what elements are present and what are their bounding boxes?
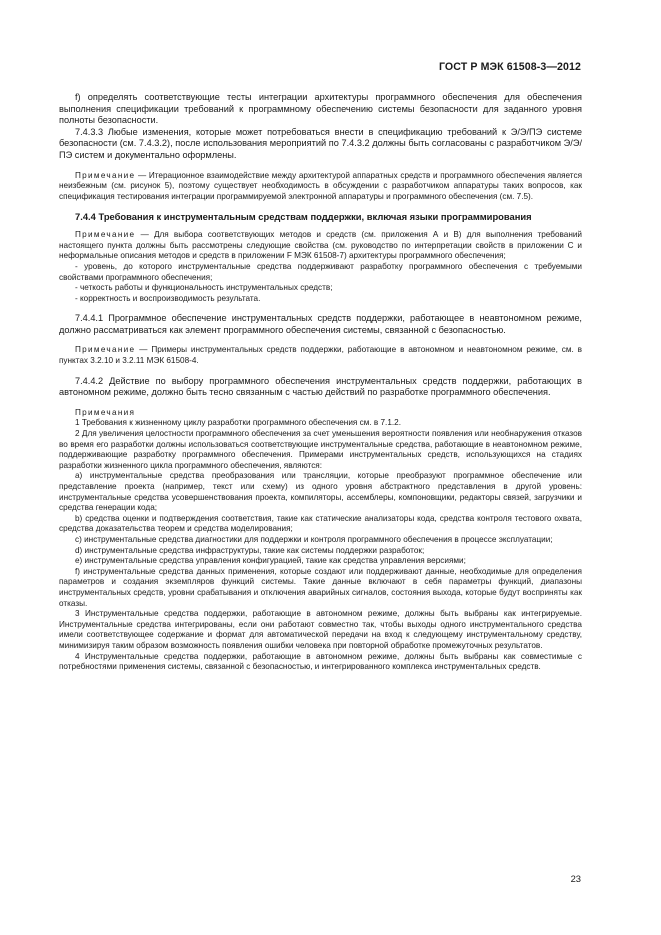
note-2-item-e: e) инструментальные средства управления конфигурацией, такие как средства управления версиями;: [75, 556, 466, 566]
note-3: 3 Инструментальные средства поддержки, работающие в автономном режиме, должны быть выбраны как интегрируемые. Инструментальные средства интегрированы, если они работают совместно так, чтобы выходы одного инструментального средства имели соответствующее содержание и формат для автоматической передачи на вход к следующему инструментальному средству, минимизируя таким образом возможность появления ошибки человека при повторной обработке промежуточных результатов.: [59, 609, 582, 650]
note-text: — Примеры инструментальных средств поддержки, работающие в автономном и неавтономном режиме, см. в пунктах 3.2.10 и 3.2.11 МЭК 61508-4.: [59, 345, 582, 366]
note-2-item-c: c) инструментальные средства диагностики для поддержки и контроля программного обеспечения в процессе эксплуатации;: [75, 534, 553, 544]
paragraph-7-4-4-2: 7.4.4.2 Действие по выбору программного обеспечения инструментальных средств поддержки, работающих в автономном режиме, должно быть тесно связанным с частью действий по разработке программного обеспечения.: [59, 375, 582, 398]
note-iteration: [59, 171, 582, 203]
page-body: [59, 92, 582, 673]
note-2: 2 Для увеличения целостности программного обеспечения за счет уменьшения вероятности появления или необнаружения отказов во время его разработки должны использоваться соответствующие инструментальные средства, работающие в неавтономном режиме, поддерживающие разработку программного обеспечения. Примерами инструментальных средств, использующихся на стадиях разработки жизненного цикла программного обеспечения, являются:: [59, 429, 582, 470]
note-tool-selection: [59, 230, 582, 262]
paragraph-7-4-4-1: 7.4.4.1 Программное обеспечение инструментальных средств поддержки, работающее в неавтономном режиме, должно рассматриваться как элемент программного обеспечения системы, связанной с безопасностью.: [59, 313, 582, 335]
note-1: 1 Требования к жизненному циклу разработки программного обеспечения см. в 7.1.2.: [75, 418, 401, 428]
paragraph-7-4-3-3: 7.4.3.3 Любые изменения, которые может потребоваться внести в спецификацию требований к Э/Э/ПЭ системе безопасности (см. 7.4.3.2), после использования мероприятий по 7.4.3.2 должны быть согласованы с разработчиком Э/Э/ПЭ систем и документально оформлены.: [59, 126, 582, 160]
note-text: — Для выбора соответствующих методов и средств (см. приложения А и В) для выполнения требований настоящего пункта должны быть рассмотрены следующие свойства (см. руководство по интерпретации свойств в приложении С и неформальные описания методов и средств в приложении F МЭК 61508-7) архитектуры программного обеспечения;: [59, 230, 582, 261]
note-2-item-d: d) инструментальные средства инфраструктуры, такие как системы поддержки разработок;: [75, 545, 425, 555]
note-text: — Итерационное взаимодействие между архитектурой аппаратных средств и программного обеспечения является неизбежным (см. рисунок 5), поэтому существует необходимость в обсуждении с разработчиком аппаратуры таких вопросов, как спецификация тестирования интеграции программируемой электронной аппаратуры и программного обеспечения (см. 7.5).: [59, 170, 582, 201]
note-2-item-a: a) инструментальные средства преобразования или трансляции, которые преобразуют программное обеспечение или представление проекта (например, текст или схему) из одного уровня абстрактного представления в другой уровень: инструментальные средства усовершенствования проекта, компиляторы, ассемблеры, компоновщики, редакторы связей, загрузчики и средства генерации кода;: [59, 471, 582, 513]
note-list-item: - уровень, до которого инструментальные средства поддерживают разработку программного обеспечения с требуемыми свойствами программного обеспечения;: [59, 261, 582, 282]
note-2-item-f: f) инструментальные средства данных применения, которые создают или поддерживают данные, необходимые для определения параметров и создания экземпляров функций системы. Такие данные включают в себя параметры функций, диапазоны инструментальных средств, уровни срабатывания и отключения аварийных сигналов, состояния выхода, которые будут восприняты как отказы.: [59, 566, 582, 608]
note-label: Примечание: [75, 230, 136, 240]
note-4: 4 Инструментальные средства поддержки, работающие в автономном режиме, должны быть выбраны как совместимые с потребностями применения системы, связанной с безопасностью, и интегрированного комплекса инструментальных средств.: [59, 651, 582, 672]
paragraph-f: f) определять соответствующие тесты интеграции архитектуры программного обеспечения для обеспечения выполнения спецификации требований к программному обеспечению системы безопасности для заданного уровня полноты безопасности.: [59, 92, 582, 126]
document-header: ГОСТ Р МЭК 61508-3—2012: [438, 61, 581, 73]
note-label: Примечание: [75, 170, 136, 180]
note-tool-examples: [59, 345, 582, 366]
note-list-item: - четкость работы и функциональность инструментальных средств;: [75, 283, 333, 293]
section-heading-7-4-4: 7.4.4 Требования к инструментальным средствам поддержки, включая языки программирования: [75, 211, 532, 223]
note-label: Примечание: [75, 345, 136, 355]
note-list-item: - корректность и воспроизводимость результата.: [75, 293, 261, 303]
note-2-item-b: b) средства оценки и подтверждения соответствия, такие как статические анализаторы кода, средства контроля тестового охвата, средства доказательства теорем и средства моделирования;: [59, 513, 582, 534]
notes-heading: Примечания: [75, 407, 136, 417]
page-number: 23: [570, 873, 581, 884]
